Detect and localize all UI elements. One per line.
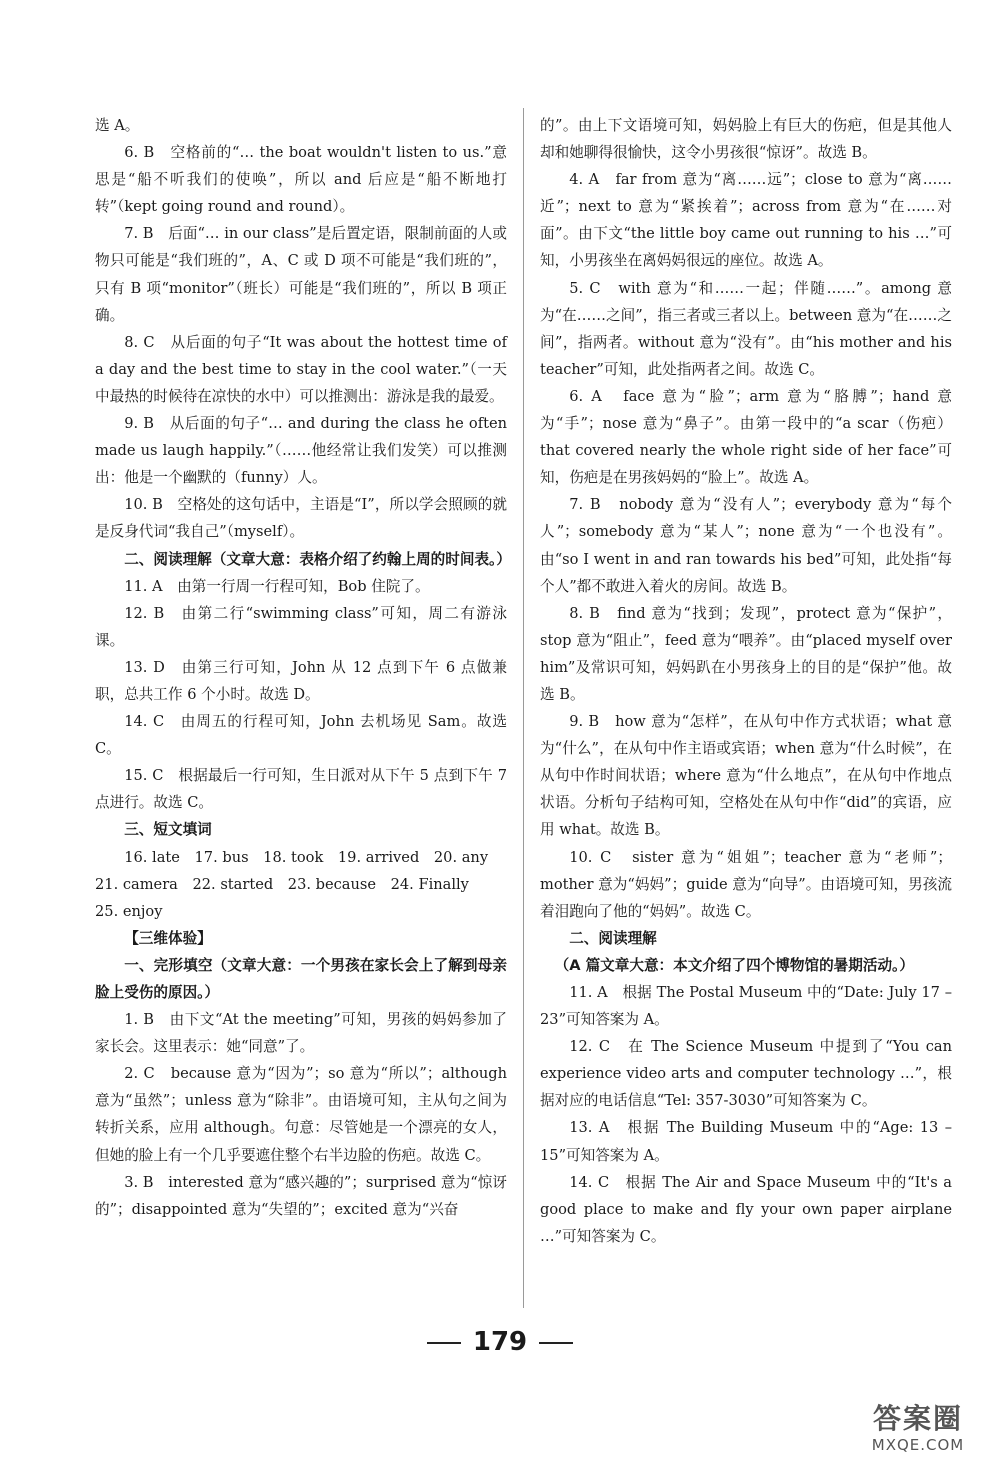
answer-paragraph: 13. A 根据 The Building Museum 中的“Age: 13 – 15”可知答案为 A。 xyxy=(540,1119,952,1164)
answer-paragraph: 13. D 由第三行可知，John 从 12 点到下午 6 点做兼职，总共工作 6 个小时。故选 D。 xyxy=(95,658,507,703)
footer-dash-left xyxy=(427,1342,461,1344)
answer-paragraph: 14. C 根据 The Air and Space Museum 中的“It's a good place to make and fly your own paper airplane …”可知答案为 C。 xyxy=(540,1173,952,1245)
answer-paragraph: 选 A。 xyxy=(95,117,140,134)
left-column xyxy=(95,112,511,1223)
answer-paragraph: 25. enjoy xyxy=(95,902,163,920)
page-number: 179 xyxy=(472,1327,528,1357)
answer-paragraph: 6. A face 意为“脸”；arm 意为“胳膊”；hand 意为“手”；nose 意为“鼻子”。由第一段中的“a scar（伤疤）that covered nearly the whole right side of her face”可知，伤疤是在男孩妈妈的“脸上”。故选 A。 xyxy=(540,387,952,487)
answer-paragraph: 16. late 17. bus 18. took 19. arrived 20. any xyxy=(124,848,489,866)
watermark-logo-title: 答案圈 xyxy=(872,1402,963,1435)
answer-paragraph: 21. camera 22. started 23. because 24. Finally xyxy=(95,875,469,893)
answer-paragraph: 9. B how 意为“怎样”，在从句中作方式状语；what 意为“什么”，在从句中作主语或宾语；when 意为“什么时候”，在从句中作时间状语；where 意为“什么地点”，在从句中作地点状语。分析句子结构可知，空格处在从句中作“did”的宾语，应用 what。故选 B。 xyxy=(540,713,952,839)
section-heading: 二、阅读理解（文章大意：表格介绍了约翰上周的时间表。） xyxy=(124,550,511,568)
answer-paragraph: 的”。由上下文语境可知，妈妈脸上有巨大的伤疤，但是其他人却和她聊得很愉快，这令小男孩很“惊讶”。故选 B。 xyxy=(540,117,952,162)
section-heading: 【三维体验】 xyxy=(124,929,212,947)
answer-paragraph: 1. B 由下文“At the meeting”可知，男孩的妈妈参加了家长会。这里表示：她“同意”了。 xyxy=(95,1011,507,1056)
answer-paragraph: 8. B find 意为“找到；发现”，protect 意为“保护”，stop 意为“阻止”，feed 意为“喂养”。由“placed myself over him”及常识可知，妈妈趴在小男孩身上的目的是“保护”他。故选 B。 xyxy=(540,604,952,703)
section-heading: （A 篇文章大意：本文介绍了四个博物馆的暑期活动。） xyxy=(554,956,914,974)
answer-paragraph: 9. B 从后面的句子“… and during the class he often made us laugh happily.”（……他经常让我们发笑）可以推测出：他是一个幽默的（funny）人。 xyxy=(95,415,507,487)
answer-paragraph: 10. B 空格处的这句话中，主语是“I”，所以学会照顾的就是反身代词“我自己”（myself）。 xyxy=(95,496,507,541)
section-heading: 二、阅读理解 xyxy=(569,929,657,947)
answer-paragraph: 5. C with 意为“和……一起；伴随……”。among 意为“在……之间”，指三者或三者以上。between 意为“在……之间”，指两者。without 意为“没有”。由“his mother and his teacher”可知，此处指两者之间。故选 C。 xyxy=(540,279,952,378)
answer-paragraph: 7. B nobody 意为“没有人”；everybody 意为“每个人”；somebody 意为“某人”；none 意为“一个也没有”。由“so I went in and ran towards his bed”可知，此处指“每个人”都不敢进入着火的房间。故选 B。 xyxy=(540,496,952,595)
answer-paragraph: 10. C sister 意为“姐姐”；teacher 意为“老师”；mother 意为“妈妈”；guide 意为“向导”。由语境可知，男孩流着泪跑向了他的“妈妈”。故选 C。 xyxy=(540,848,952,920)
right-column xyxy=(540,112,952,1250)
watermark-logo-url: MXQE.COM xyxy=(871,1436,965,1454)
answer-paragraph: 11. A 根据 The Postal Museum 中的“Date: July 17 – 23”可知答案为 A。 xyxy=(540,984,952,1029)
watermark-logo xyxy=(854,1402,982,1462)
answer-paragraph: 2. C because 意为“因为”；so 意为“所以”；although 意为“虽然”；unless 意为“除非”。由语境可知，主从句之间为转折关系，应用 although。句意：尽管她是一个漂亮的女人，但她的脸上有一个几乎要遮住整个右半边脸的伤疤。故选 C。 xyxy=(95,1065,507,1164)
footer-dash-right xyxy=(539,1342,573,1344)
column-divider xyxy=(523,108,524,1308)
answer-paragraph: 15. C 根据最后一行可知，生日派对从下午 5 点到下午 7 点进行。故选 C。 xyxy=(95,767,507,812)
answer-paragraph: 14. C 由周五的行程可知，John 去机场见 Sam。故选 C。 xyxy=(95,713,507,758)
answer-paragraph: 6. B 空格前的“… the boat wouldn't listen to us.”意思是“船不听我们的使唤”，所以 and 后应是“船不断地打转”（kept going round and round）。 xyxy=(95,144,507,216)
answer-paragraph: 4. A far from 意为“离……远”；close to 意为“离……近”；next to 意为“紧挨着”；across from 意为“在……对面”。由下文“the little boy came out running to his …”可知，小男孩坐在离妈妈很远的座位。故选 A。 xyxy=(540,171,952,270)
answer-paragraph: 12. C 在 The Science Museum 中提到了“You can experience video arts and computer technology …”，根据对应的电话信息“Tel: 357-3030”可知答案为 C。 xyxy=(540,1038,952,1110)
page-footer xyxy=(0,1327,1000,1357)
answer-paragraph: 11. A 由第一行周一行程可知，Bob 住院了。 xyxy=(124,577,430,595)
section-heading: 一、完形填空（文章大意：一个男孩在家长会上了解到母亲脸上受伤的原因。） xyxy=(95,956,507,1001)
answer-paragraph: 7. B 后面“… in our class”是后置定语，限制前面的人或物只可能是“我们班的”，A、C 或 D 项不可能是“我们班的”，只有 B 项“monitor”（班长）可能是“我们班的”，所以 B 项正确。 xyxy=(95,225,507,324)
answer-paragraph: 12. B 由第二行“swimming class”可知，周二有游泳课。 xyxy=(95,604,507,649)
section-heading: 三、短文填词 xyxy=(124,821,212,839)
answer-paragraph: 3. B interested 意为“感兴趣的”；surprised 意为“惊讶的”；disappointed 意为“失望的”；excited 意为“兴奋 xyxy=(95,1173,507,1218)
answer-paragraph: 8. C 从后面的句子“It was about the hottest time of a day and the best time to stay in the cool water.”（一天中最热的时候待在凉快的水中）可以推测出：游泳是我的最爱。 xyxy=(95,333,507,405)
